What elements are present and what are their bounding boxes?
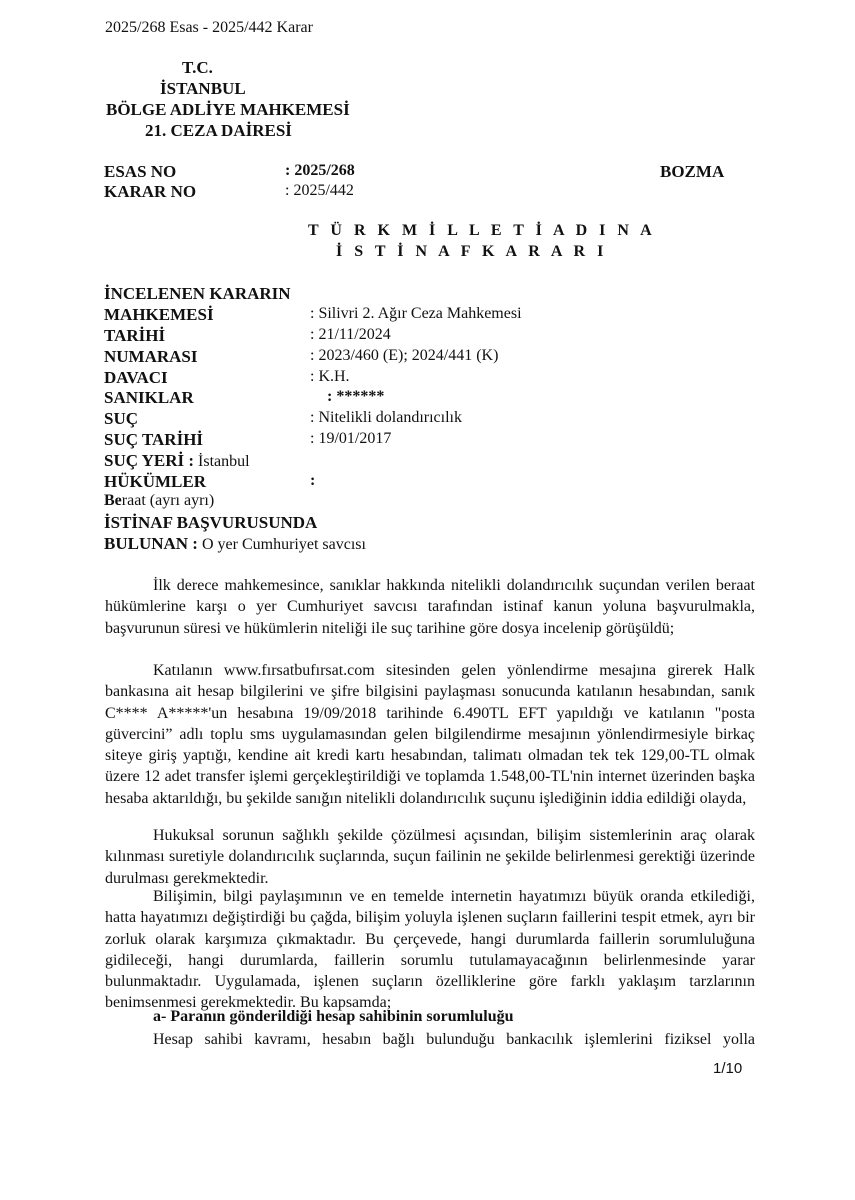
paragraph-3: Hukuksal sorunun sağlıklı şekilde çözülmesi açısından, bilişim sistemlerinin araç olarak kılınması suretiyle dolandırıcılık suçlarında, suçun failinin ne şekilde belirlenmesi gerektiği üzerinde durulması gerekmektedir.	[105, 827, 755, 887]
esas-value	[285, 162, 355, 180]
numarasi-label: NUMARASI	[104, 347, 198, 366]
court-city: İSTANBUL	[160, 79, 246, 98]
paragraph-2: Katılanın www.fırsatbufırsat.com sitesinden gelen yönlendirme mesajına girerek Halk bankasına ait hesap bilgilerini ve şifre bilgisini paylaşması sonucunda katılanın hesabından, sanık C**** A*****'un hesabına 19/09/2018 tarihinde 6.490TL EFT yapıldığı ve katılanın "posta güvercini” adlı toplu sms uygulamasından gelen bilgilendirme mesajının yönlendirmesiyle birkaç siteye giriş yaptığı, kendine ait kredi kartı hesabından, talimatı olmadan tek tek 129,00-TL olmak üzere 12 adet transfer işlemi gerçekleştirildiği ve toplamda 1.548,00-TL'nin internet üzerinden başka hesaba aktarıldığı, bu şekilde sanığın nitelikli dolandırıcılık suçunu işlediğinin iddia edildiği olayda,	[105, 662, 755, 807]
title-nation: T Ü R K M İ L L E T İ A D I N A	[308, 222, 656, 239]
karar-label: KARAR NO	[104, 182, 197, 201]
reviewed-decision-heading: İNCELENEN KARARIN	[104, 284, 291, 303]
suc-yeri-value: İstanbul	[198, 453, 250, 470]
court-chamber: 21. CEZA DAİRESİ	[145, 121, 292, 140]
karar-value: : 2025/442	[285, 182, 354, 199]
case-reference-header: 2025/268 Esas - 2025/442 Karar	[105, 19, 313, 36]
saniklar-label: SANIKLAR	[104, 388, 194, 407]
decision-type: BOZMA	[660, 162, 725, 181]
mahkemesi-label: MAHKEMESİ	[104, 305, 214, 324]
court-name: BÖLGE ADLİYE MAHKEMESİ	[106, 100, 350, 119]
section-heading-a: a- Paranın gönderildiği hesap sahibinin sorumluluğu	[153, 1008, 514, 1025]
suc-value: : Nitelikli dolandırıcılık	[310, 409, 462, 426]
beraat-rest: raat (ayrı ayrı)	[121, 492, 215, 509]
paragraph-4: Bilişimin, bilgi paylaşımının ve en temelde internetin hayatımızı büyük oranda etkilediği, hatta hayatımızı değiştirdiği bu çağda, bilişim yoluyla işlenen suçların faillerini tespit etmek, ayrı bir zorluk olarak karşımıza çıkmaktadır. Bu çerçevede, hangi durumlarda faillerin sorumluluğuna gidileceği, hangi durumlarda, faillerin sorumlu tutulamayacağının belirlenmesinde yarar bulunmaktadır. Uygulamada, işlenen suçların özelliklerine göre farklı yaklaşım tarzlarının benimsenmesi gerekmektedir. Bu kapsamda;	[105, 888, 755, 1012]
esas-label: ESAS NO	[104, 162, 177, 181]
hukumler-label: HÜKÜMLER	[104, 472, 206, 491]
bulunan-value: O yer Cumhuriyet savcısı	[201, 536, 366, 553]
bulunan-label: BULUNAN :	[104, 534, 198, 553]
court-tc: T.C.	[182, 58, 213, 77]
tarihi-label: TARİHİ	[104, 326, 166, 345]
tarihi-value: : 21/11/2024	[310, 326, 391, 343]
suc-tarihi-label: SUÇ TARİHİ	[104, 430, 204, 449]
numarasi-value: : 2023/460 (E); 2024/441 (K)	[310, 347, 499, 364]
suc-label: SUÇ	[104, 409, 139, 428]
suc-yeri-label: SUÇ YERİ :	[104, 451, 195, 470]
hukumler-colon: :	[310, 472, 316, 489]
bulunan-row	[104, 534, 366, 554]
title-decision: İ S T İ N A F K A R A R I	[336, 243, 608, 260]
davaci-label: DAVACI	[104, 368, 168, 387]
page-number: 1/10	[713, 1060, 743, 1077]
paragraph-1: İlk derece mahkemesince, sanıklar hakkında nitelikli dolandırıcılık suçundan verilen beraat hükümlerine karşı o yer Cumhuriyet savcısı tarafından istinaf kanun yoluna başvurulmakla, başvurunun süresi ve hükümlerin niteliği ile suç tarihine göre dosya incelenip görüşüldü;	[105, 577, 755, 637]
paragraph-5: Hesap sahibi kavramı, hesabın bağlı bulunduğu bankacılık işlemlerini fiziksel yolla	[153, 1031, 755, 1048]
hukumler-value	[104, 492, 214, 510]
davaci-value: : K.H.	[310, 368, 350, 385]
beraat-prefix: Be	[104, 492, 122, 509]
suc-yeri-row	[104, 451, 250, 471]
esas-value-text: : 2025/268	[285, 162, 355, 179]
mahkemesi-value: : Silivri 2. Ağır Ceza Mahkemesi	[310, 305, 522, 322]
istinaf-label: İSTİNAF BAŞVURUSUNDA	[104, 513, 318, 532]
suc-tarihi-value: : 19/01/2017	[310, 430, 392, 447]
saniklar-value: : ******	[327, 388, 385, 405]
